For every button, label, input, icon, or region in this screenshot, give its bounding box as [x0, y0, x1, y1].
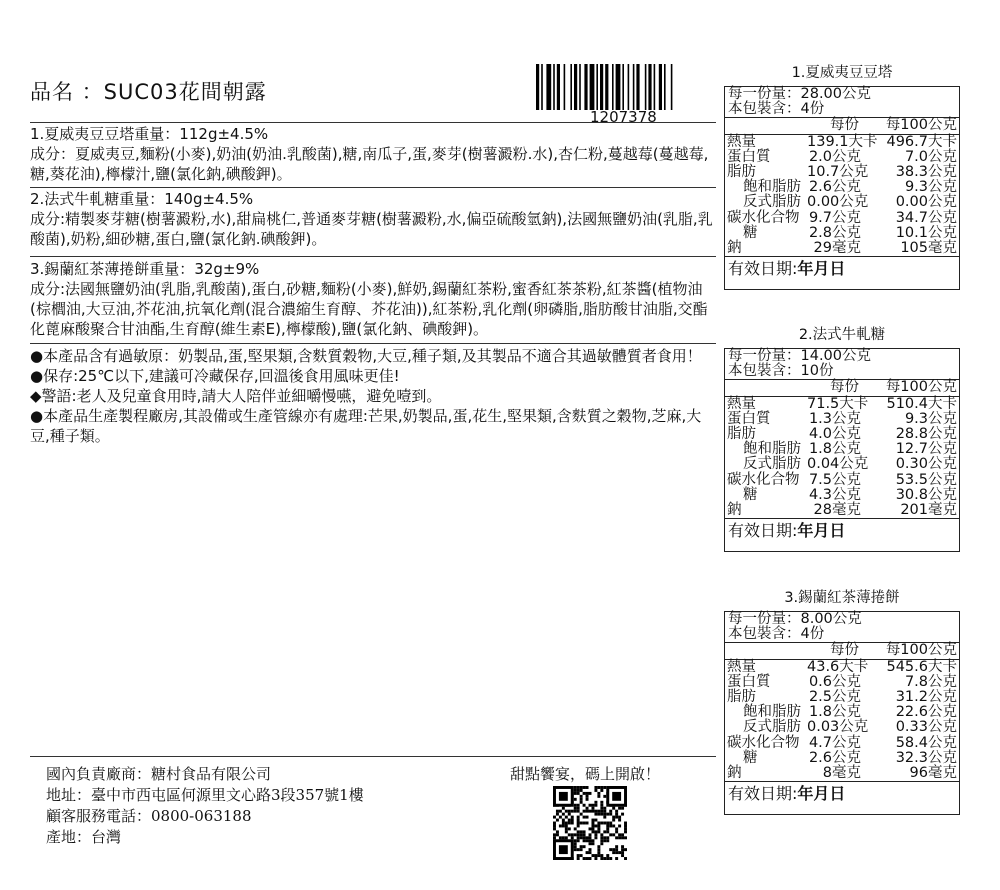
nutrition-row	[725, 675, 959, 690]
per-100g-value: 53.5公克	[895, 471, 957, 488]
ingredient-section-2	[30, 189, 716, 249]
per-serving-value: 0.04公克	[807, 456, 869, 473]
per-serving-value: 4.3公克	[808, 486, 861, 503]
nutrition-header	[725, 118, 959, 134]
nutrient-name: 熱量	[727, 395, 756, 412]
ingredients-text: 成分：夏威夷豆,麵粉(小麥),奶油(奶油.乳酸菌),糖,南瓜子,蛋,麥芽(樹薯澱粉.水),杏仁粉,蔓越莓(蔓越莓,糖,葵花油),檸檬汁,鹽(氯化鈉,碘酸鉀)。	[30, 145, 709, 183]
per-serving-value: 0.03公克	[807, 719, 869, 736]
per-serving-value: 0.6公克	[808, 673, 861, 690]
nutrition-row	[725, 751, 959, 766]
nutrition-row	[725, 165, 959, 180]
nutrition-row	[725, 211, 959, 226]
qr-code[interactable]	[553, 786, 627, 860]
per-100g-value: 38.3公克	[895, 164, 957, 181]
per-serving-value: 1.8公克	[808, 441, 861, 458]
storage-notice: ●保存:25℃以下,建議可冷藏保存,回溫後食用風味更佳!	[30, 367, 400, 385]
expiry-label: 有效日期:	[728, 521, 798, 541]
serving-size: 每一份量：14.00公克	[728, 348, 872, 364]
nutrition-row	[725, 397, 959, 412]
barcode	[536, 64, 716, 110]
nutrition-row	[725, 720, 959, 735]
section-heading: 2.法式牛軋糖重量：140g±4.5%	[30, 190, 254, 208]
nutrient-name: 碳水化合物	[727, 471, 800, 488]
nutrient-name: 糖	[743, 486, 758, 503]
per-100g-value: 10.1公克	[895, 224, 957, 241]
nutrition-row	[725, 488, 959, 503]
per-serving-value: 71.5大卡	[807, 395, 869, 412]
servings-per-pack: 本包裝含：4份	[728, 101, 825, 118]
per-serving-value: 7.5公克	[808, 471, 861, 488]
nutrition-row	[725, 660, 959, 675]
section-heading: 3.錫蘭紅茶薄捲餅重量：32g±9%	[30, 260, 260, 278]
nutrition-row	[725, 736, 959, 751]
per-serving-value: 29毫克	[813, 240, 861, 257]
product-title: 品名 ：SUC03花間朝露	[30, 80, 267, 104]
nutrition-rows	[725, 660, 959, 783]
nutrition-table	[724, 86, 960, 290]
per-serving-value: 139.1大卡	[807, 133, 878, 150]
per-100g-value: 22.6公克	[895, 704, 957, 721]
nutrition-row	[725, 195, 959, 210]
footer-divider	[30, 756, 716, 757]
nutrient-name: 蛋白質	[727, 148, 771, 165]
col-per-100g: 每100公克	[885, 642, 957, 659]
section-heading: 1.夏威夷豆豆塔重量：112g±4.5%	[30, 125, 269, 143]
nutrition-row	[725, 427, 959, 442]
nutrient-name: 碳水化合物	[727, 734, 800, 751]
per-100g-value: 496.7大卡	[886, 133, 957, 150]
nutrient-name: 蛋白質	[727, 673, 771, 690]
nutrition-row	[725, 473, 959, 488]
nutrient-name: 鈉	[727, 240, 742, 257]
notices	[30, 346, 716, 446]
per-100g-value: 12.7公克	[895, 441, 957, 458]
nutrition-caption: 3.錫蘭紅茶薄捲餅	[784, 590, 900, 606]
per-100g-value: 0.33公克	[895, 719, 957, 736]
per-100g-value: 32.3公克	[895, 749, 957, 766]
per-100g-value: 34.7公克	[895, 209, 957, 226]
warning-notice: ◆警語:老人及兒童食用時,請大人陪伴並細嚼慢嚥，避免噎到。	[30, 387, 442, 405]
col-per-100g: 每100公克	[885, 117, 957, 134]
col-per-serving: 每份	[830, 117, 859, 134]
expiry-date	[725, 257, 959, 289]
per-serving-value: 2.5公克	[808, 689, 861, 706]
servings-per-pack: 本包裝含：4份	[728, 626, 825, 643]
per-serving-value: 2.6公克	[808, 179, 861, 196]
nutrition-row	[725, 241, 959, 256]
nutrition-table	[724, 348, 960, 552]
expiry-value: 年月日	[797, 784, 846, 804]
nutrient-name: 蛋白質	[727, 410, 771, 427]
nutrition-row	[725, 690, 959, 705]
manufacturer: 國內負責廠商：糖村食品有限公司	[46, 765, 272, 783]
per-100g-value: 0.30公克	[895, 456, 957, 473]
nutrition-row	[725, 226, 959, 241]
facility-notice: ●本產品生產製程廠房,其設備或生產管線亦有處理:芒果,奶製品,蛋,花生,堅果類,含麩質之穀物,芝麻,大豆,種子類。	[30, 407, 702, 445]
nutrient-name: 碳水化合物	[727, 209, 800, 226]
per-100g-value: 9.3公克	[904, 410, 957, 427]
per-100g-value: 510.4大卡	[886, 395, 957, 412]
per-100g-value: 0.00公克	[895, 194, 957, 211]
per-serving-value: 1.8公克	[808, 704, 861, 721]
nutrient-name: 脂肪	[727, 689, 756, 706]
per-serving-value: 4.7公克	[808, 734, 861, 751]
serving-size: 每一份量：8.00公克	[728, 611, 862, 627]
per-100g-value: 7.0公克	[904, 148, 957, 165]
allergen-notice: ●本產品含有過敏原：奶製品,蛋,堅果類,含麩質穀物,大豆,種子類,及其製品不適合其過敏體質者食用！	[30, 347, 702, 365]
expiry-date	[725, 519, 959, 551]
col-per-100g: 每100公克	[885, 379, 957, 396]
nutrient-name: 飽和脂肪	[743, 179, 801, 196]
nutrient-name: 糖	[743, 749, 758, 766]
ingredients-text: 成分:精製麥芽糖(樹薯澱粉,水),甜扁桃仁,普通麥芽糖(樹薯澱粉,水,偏亞硫酸氫鈉),法國無鹽奶油(乳脂,乳酸菌),奶粉,細砂糖,蛋白,鹽(氯化鈉.碘酸鉀)。	[30, 210, 713, 248]
phone: 顧客服務電話：0800-063188	[46, 807, 252, 825]
per-serving-value: 8毫克	[822, 765, 861, 782]
ingredient-section-3	[30, 259, 716, 339]
nutrition-row	[725, 150, 959, 165]
divider	[30, 122, 716, 123]
nutrition-header	[725, 380, 959, 396]
nutrient-name: 鈉	[727, 765, 742, 782]
col-per-serving: 每份	[830, 379, 859, 396]
origin: 產地：台灣	[46, 828, 122, 846]
expiry-date	[725, 782, 959, 814]
expiry-value: 年月日	[797, 521, 846, 541]
nutrition-rows	[725, 397, 959, 520]
per-serving-value: 2.0公克	[808, 148, 861, 165]
per-100g-value: 31.2公克	[895, 689, 957, 706]
nutrient-name: 糖	[743, 224, 758, 241]
per-serving-value: 2.6公克	[808, 749, 861, 766]
per-serving-value: 1.3公克	[808, 410, 861, 427]
per-serving-value: 9.7公克	[808, 209, 861, 226]
serving-info	[725, 612, 959, 643]
nutrient-name: 反式脂肪	[743, 194, 801, 211]
address: 地址：臺中市西屯區何源里文心路3段357號1樓	[46, 786, 364, 804]
divider	[30, 343, 716, 344]
serving-size: 每一份量：28.00公克	[728, 86, 872, 102]
per-100g-value: 545.6大卡	[886, 658, 957, 675]
company-info	[46, 764, 364, 848]
per-serving-value: 28毫克	[813, 502, 861, 519]
nutrition-row	[725, 412, 959, 427]
ingredient-section-1	[30, 124, 716, 184]
serving-info	[725, 349, 959, 380]
per-serving-value: 0.00公克	[807, 194, 869, 211]
per-100g-value: 96毫克	[909, 765, 957, 782]
nutrition-table	[724, 611, 960, 815]
col-per-serving: 每份	[830, 642, 859, 659]
nutrition-caption: 1.夏威夷豆豆塔	[791, 65, 893, 81]
ingredients-text: 成分:法國無鹽奶油(乳脂,乳酸菌),蛋白,砂糖,麵粉(小麥),鮮奶,錫蘭紅茶粉,蜜香紅茶茶粉,紅茶醬(植物油(棕櫚油,大豆油,芥花油,抗氧化劑(混合濃縮生育醇、芥花油)),紅茶粉,乳化劑(卵磷脂,脂肪酸甘油脂,交酯化蓖麻酸聚合甘油酯,生育醇(維生素E),檸檬酸),鹽(氯化鈉、碘酸鉀)。	[30, 280, 708, 338]
expiry-label: 有效日期:	[728, 259, 798, 279]
expiry-value: 年月日	[797, 259, 846, 279]
qr-slogan: 甜點饗宴，碼上開啟！	[510, 765, 661, 783]
per-serving-value: 2.8公克	[808, 224, 861, 241]
nutrient-name: 脂肪	[727, 426, 756, 443]
nutrient-name: 飽和脂肪	[743, 441, 801, 458]
nutrient-name: 熱量	[727, 133, 756, 150]
nutrient-name: 鈉	[727, 502, 742, 519]
divider	[30, 187, 716, 188]
nutrient-name: 飽和脂肪	[743, 704, 801, 721]
nutrition-rows	[725, 135, 959, 258]
expiry-label: 有效日期:	[728, 784, 798, 804]
per-100g-value: 9.3公克	[904, 179, 957, 196]
nutrient-name: 反式脂肪	[743, 719, 801, 736]
nutrition-caption: 2.法式牛軋糖	[798, 327, 886, 343]
per-100g-value: 58.4公克	[895, 734, 957, 751]
per-100g-value: 105毫克	[900, 240, 957, 257]
per-100g-value: 28.8公克	[895, 426, 957, 443]
nutrition-header	[725, 643, 959, 659]
per-serving-value: 10.7公克	[807, 164, 869, 181]
per-100g-value: 7.8公克	[904, 673, 957, 690]
nutrition-row	[725, 766, 959, 781]
nutrient-name: 脂肪	[727, 164, 756, 181]
per-serving-value: 4.0公克	[808, 426, 861, 443]
per-100g-value: 30.8公克	[895, 486, 957, 503]
nutrition-row	[725, 135, 959, 150]
divider	[30, 256, 716, 257]
nutrition-row	[725, 503, 959, 518]
nutrient-name: 熱量	[727, 658, 756, 675]
servings-per-pack: 本包裝含：10份	[728, 363, 834, 380]
per-100g-value: 201毫克	[900, 502, 957, 519]
nutrient-name: 反式脂肪	[743, 456, 801, 473]
nutrition-row	[725, 457, 959, 472]
barcode-number: 1207378	[590, 108, 657, 126]
per-serving-value: 43.6大卡	[807, 658, 869, 675]
serving-info	[725, 87, 959, 118]
